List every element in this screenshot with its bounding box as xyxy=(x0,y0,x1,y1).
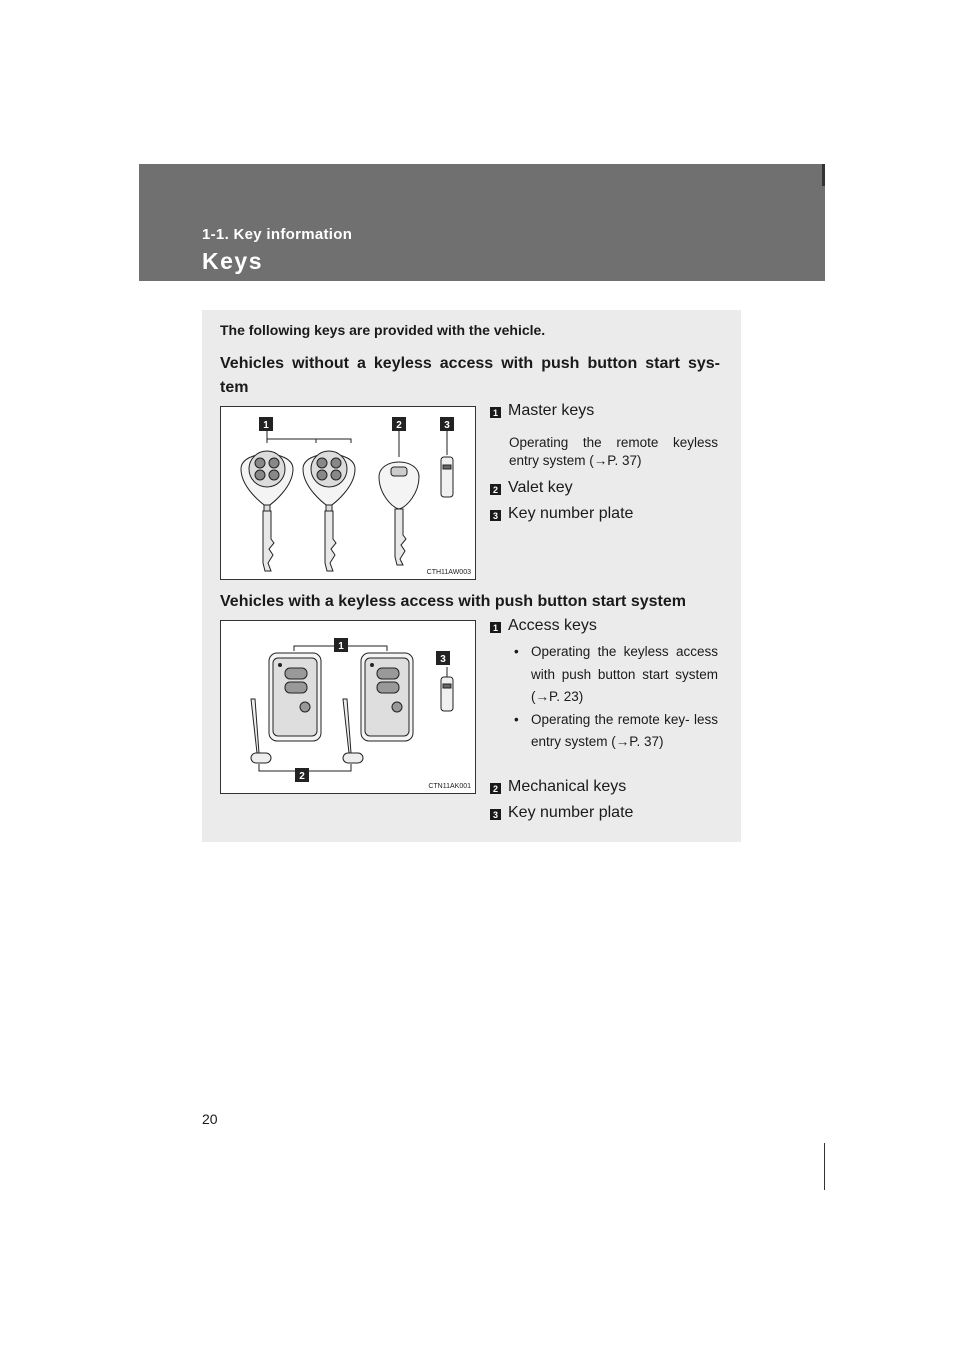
section-label: 1-1. Key information xyxy=(202,226,353,243)
item-label: Key number plate xyxy=(508,804,634,821)
svg-text:1: 1 xyxy=(338,641,344,652)
item-number-badge: 3 xyxy=(490,809,501,820)
page-number: 20 xyxy=(202,1111,218,1127)
callout-badge-1 xyxy=(334,638,348,652)
svg-text:2: 2 xyxy=(396,420,402,431)
item-number-badge: 1 xyxy=(490,622,501,633)
item-label: Mechanical keys xyxy=(508,778,627,795)
item-label: Master keys xyxy=(508,402,595,419)
bullet-item: • Operating the keyless access with push button start system (→P. 23) xyxy=(512,641,718,709)
svg-text:3: 3 xyxy=(444,420,450,431)
svg-text:2: 2 xyxy=(299,771,305,782)
access-keys-figure xyxy=(220,620,476,794)
access-key-1 xyxy=(269,653,321,741)
master-keys-illustration xyxy=(221,407,477,581)
figure-code: CTH11AW003 xyxy=(426,569,471,576)
section-a-heading: Vehicles without a keyless access with push button start sys- tem xyxy=(220,355,720,396)
item-access-keys xyxy=(490,617,597,635)
item-number-badge: 1 xyxy=(490,407,501,418)
item-number-badge: 3 xyxy=(490,510,501,521)
item-key-number-plate-b xyxy=(490,804,633,822)
item-label: Key number plate xyxy=(508,505,634,522)
master-key-2 xyxy=(303,451,355,571)
intro-text: The following keys are provided with the vehicle. xyxy=(220,322,546,338)
valet-key xyxy=(379,462,419,565)
item-key-number-plate xyxy=(490,505,633,523)
callout-badge-3 xyxy=(436,651,450,665)
item-mechanical-keys xyxy=(490,778,626,796)
page-title: Keys xyxy=(202,248,263,274)
mechanical-key-2 xyxy=(343,699,363,763)
callout-badge-2 xyxy=(295,768,309,782)
access-keys-illustration xyxy=(221,621,477,795)
master-key-1 xyxy=(241,451,293,571)
access-keys-bullets xyxy=(512,641,718,754)
key-number-plate xyxy=(441,457,453,497)
key-number-plate xyxy=(441,677,453,711)
master-keys-figure xyxy=(220,406,476,580)
item-number-badge: 2 xyxy=(490,484,501,495)
margin-tick xyxy=(824,1143,825,1190)
mechanical-key-1 xyxy=(251,699,271,763)
item-number-badge: 2 xyxy=(490,783,501,794)
callout-badge-1 xyxy=(259,417,273,431)
item-valet-key xyxy=(490,479,573,497)
access-key-2 xyxy=(361,653,413,741)
item-label: Valet key xyxy=(508,479,573,496)
svg-text:3: 3 xyxy=(440,654,446,665)
header-tick xyxy=(822,164,825,186)
section-b-heading: Vehicles with a keyless access with push button start system xyxy=(220,593,686,610)
callout-badge-2 xyxy=(392,417,406,431)
figure-code: CTN11AK001 xyxy=(428,783,471,790)
svg-text:1: 1 xyxy=(263,420,269,431)
callout-badge-3 xyxy=(440,417,454,431)
item-label: Access keys xyxy=(508,617,597,634)
bullet-item: • Operating the remote key- less entry system (→P. 37) xyxy=(512,709,718,754)
callout-lines xyxy=(267,431,447,457)
item-master-keys xyxy=(490,402,594,420)
item-description: Operating the remote keyless entry system (→P. 37) xyxy=(509,435,718,468)
